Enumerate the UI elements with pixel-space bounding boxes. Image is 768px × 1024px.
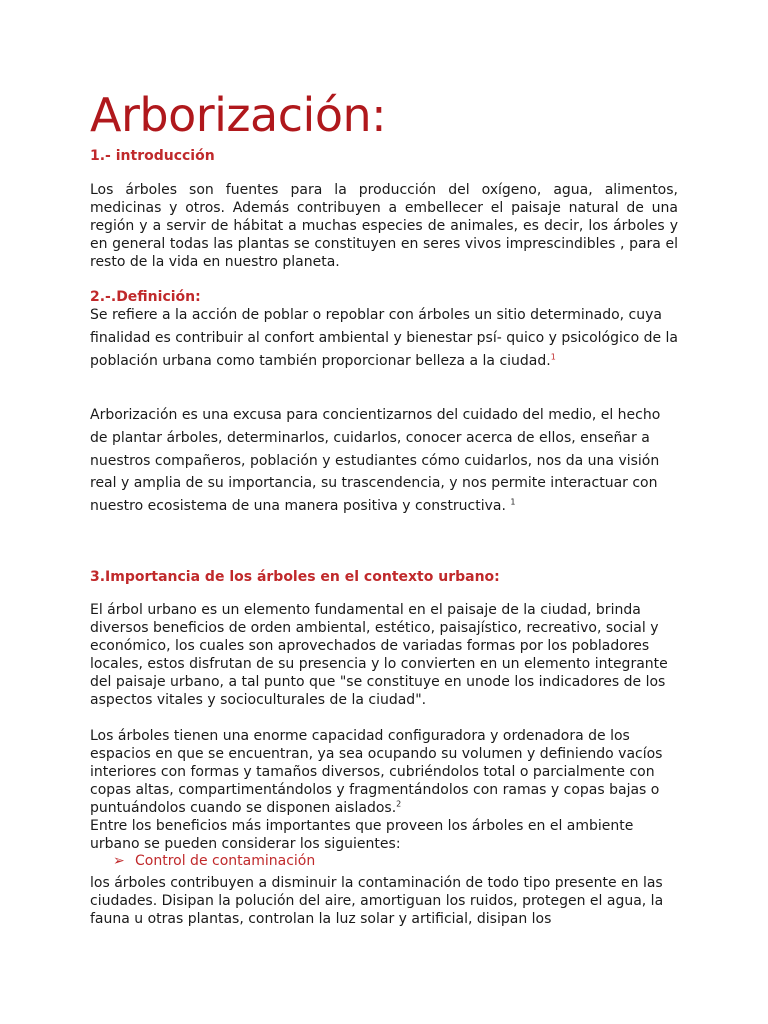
- contamination-paragraph: los árboles contribuyen a disminuir la contaminación de todo tipo presente en las ciudades. Disipan la polución del aire, amortiguan los ruidos, protegen el agua, la fauna u otras plantas, controlan la luz solar y artificial, disipan los: [90, 875, 664, 927]
- definition-paragraph: [90, 304, 678, 372]
- intro-paragraph: Los árboles son fuentes para la producción del oxígeno, agua, alimentos, medicinas y otros. Además contribuyen a embellecer el paisaje natural de una región y a servir de hábitat a muchas especies de animales, es decir, los árboles y en general todas las plantas se constituyen en seres vivos imprescindibles , para el resto de la vida en nuestro planeta.: [90, 182, 678, 270]
- definition-text-2: Arborización es una excusa para concientizarnos del cuidado del medio, el hecho de plantar árboles, determinarlos, cuidarlos, conocer acerca de ellos, enseñar a nuestros compañeros, población y estudiantes cómo cuidarlos, nos da una visión real y amplia de su importancia, su trascendencia, y nos permite interactuar con nuestro ecosistema de una manera positiva y constructiva.: [90, 407, 661, 515]
- importance-text-2: Los árboles tienen una enorme capacidad configuradora y ordenadora de los espacios en que se encuentran, ya sea ocupando su volumen y definiendo vacíos interiores con formas y tamaños diversos, cubriéndolos total o parcialmente con copas altas, compartimentándolos y fragmentándolos con ramas y copas bajas o puntuándolos cuando se disponen aislados.: [90, 728, 663, 816]
- bullet-item-contamination: [113, 853, 315, 869]
- document-title: Arborización:: [90, 88, 387, 142]
- importance-paragraph-3: Entre los beneficios más importantes que proveen los árboles en el ambiente urbano se pueden considerar los siguientes:: [90, 818, 634, 852]
- footnote-ref-1: 1: [550, 351, 556, 361]
- footnote-ref-2: 2: [396, 799, 402, 809]
- arrow-bullet-icon: ➢: [113, 853, 125, 869]
- bullet-label: Control de contaminación: [135, 853, 316, 869]
- heading-importance: 3.Importancia de los árboles en el contexto urbano:: [90, 569, 500, 585]
- heading-introduction: 1.- introducción: [90, 148, 215, 164]
- footnote-ref-1b: 1: [510, 497, 516, 507]
- heading-definition: 2.-.Definición:: [90, 289, 201, 305]
- importance-paragraph-2: [90, 727, 678, 817]
- importance-paragraph-1: El árbol urbano es un elemento fundamental en el paisaje de la ciudad, brinda diversos beneficios de orden ambiental, estético, paisajístico, recreativo, social y económico, los cuales son aprovechados de variadas formas por los pobladores locales, estos disfrutan de su presencia y lo convierten en un elemento integrante del paisaje urbano, a tal punto que "se constituye en unode los indicadores de los aspectos vitales y socioculturales de la ciudad".: [90, 602, 668, 708]
- definition-text: Se refiere a la acción de poblar o repoblar con árboles un sitio determinado, cuya finalidad es contribuir al confort ambiental y bienestar psí- quico y psicológico de la población urbana como también proporcionar belleza a la ciudad.: [90, 307, 679, 369]
- definition-paragraph-2: [90, 404, 678, 518]
